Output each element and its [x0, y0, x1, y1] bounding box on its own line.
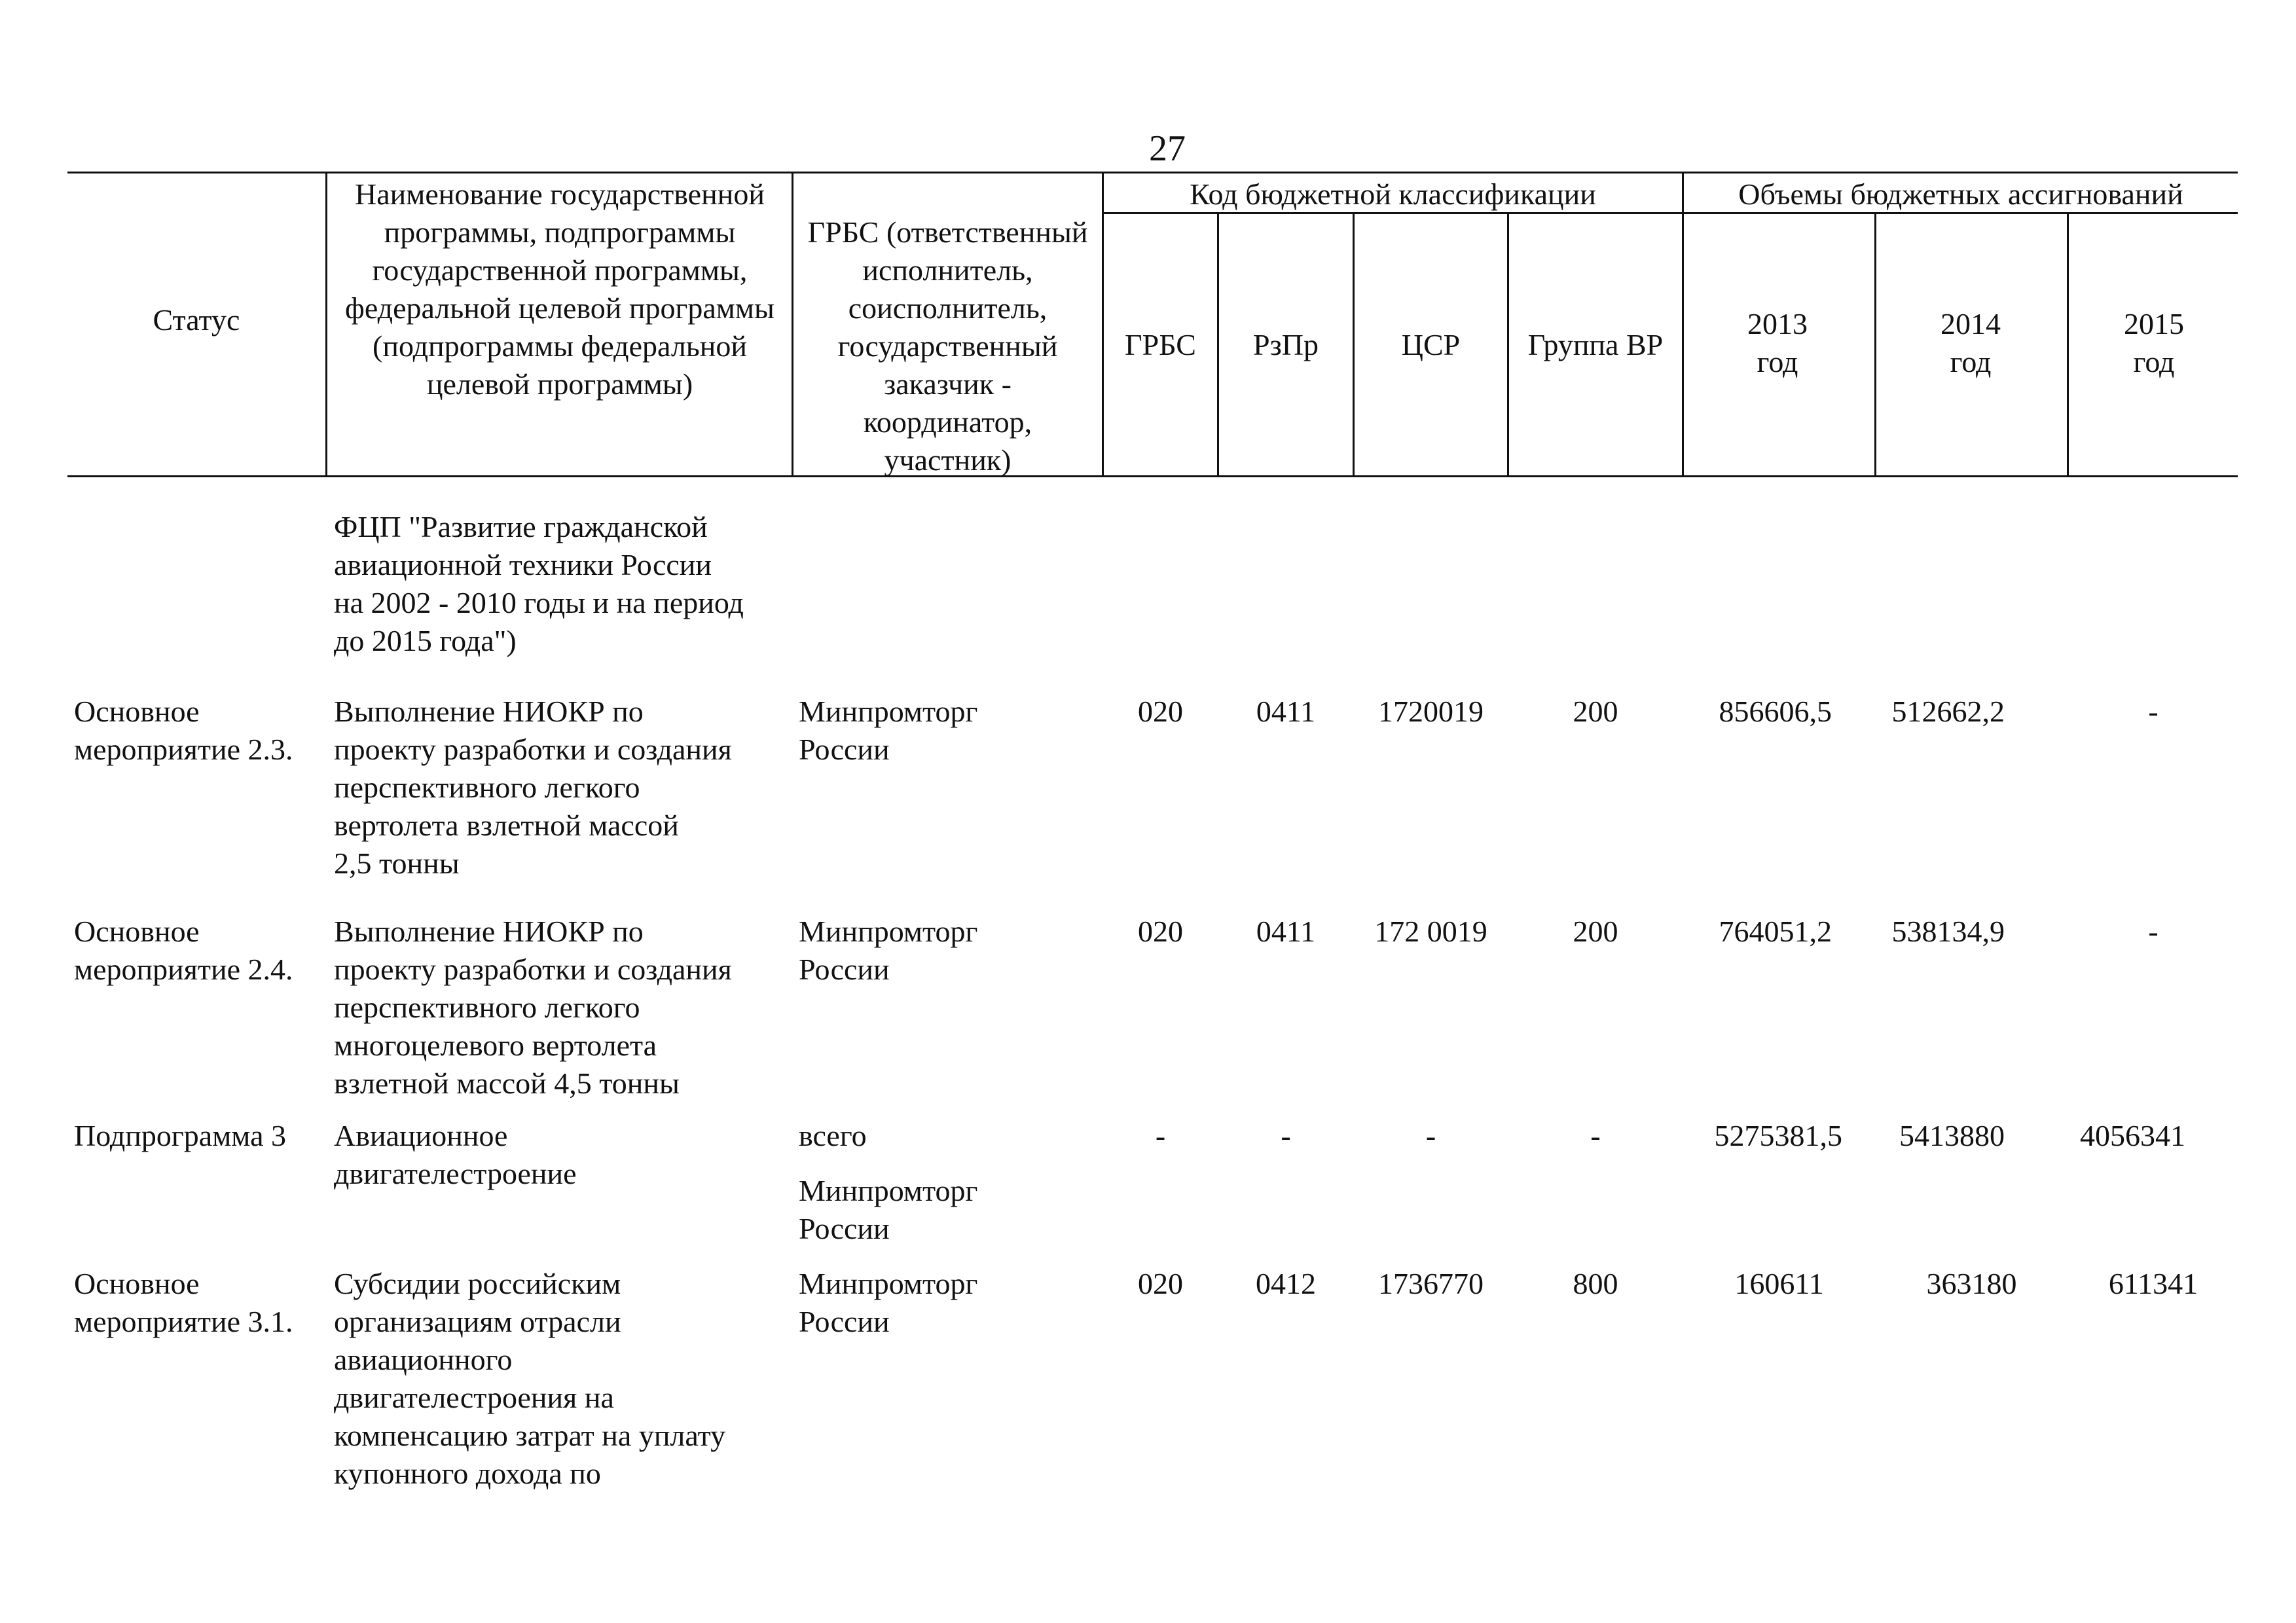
cell-csr: 172 0019 [1374, 915, 1487, 948]
header-col-2014: 2014 год [1941, 307, 2001, 378]
header-name: Наименование государственной программы, подпрограммы государственной программы, федеральной целевой программы (подпрограммы федеральной целевой программы) [345, 177, 774, 401]
header-budget-code: Код бюджетной классификации [1190, 177, 1596, 211]
cell-2013: 5275381,5 [1714, 1119, 1842, 1152]
row-status: Основное мероприятие 2.3. [74, 695, 293, 766]
cell-2014: 538134,9 [1891, 915, 2005, 948]
header-status: Статус [153, 303, 240, 337]
row-name: Субсидии российским организациям отрасли авиационного двигателестроения на компенсацию затрат на уплату купонного дохода по [334, 1267, 726, 1490]
col-divider [325, 172, 327, 477]
cell-grbs: 020 [1138, 1267, 1183, 1300]
header-col-2015: 2015 год [2124, 307, 2184, 378]
cell-rzpr: - [1281, 1119, 1291, 1152]
cell-vr: - [1590, 1119, 1601, 1152]
row-executor: Минпромторг России [799, 1174, 978, 1245]
cell-2014: 512662,2 [1891, 695, 2005, 728]
header-top-rule [67, 172, 2238, 173]
cell-2015: - [2148, 915, 2159, 948]
cell-grbs: - [1155, 1119, 1166, 1152]
col-divider [1874, 212, 1876, 477]
cell-2015: 611341 [2108, 1267, 2198, 1300]
cell-csr: 1736770 [1378, 1267, 1484, 1300]
cell-rzpr: 0411 [1256, 915, 1316, 948]
cell-rzpr: 0411 [1256, 695, 1316, 728]
cell-2013: 160611 [1734, 1267, 1824, 1300]
row-status: Подпрограмма 3 [74, 1119, 287, 1152]
cell-csr: - [1425, 1119, 1436, 1152]
row-name: ФЦП "Развитие гражданской авиационной техники России на 2002 - 2010 годы и на период до 2015 года") [334, 510, 744, 657]
cell-2014: 5413880 [1899, 1119, 2005, 1152]
row-executor: Минпромторг России [799, 915, 978, 986]
row-executor-total: всего [799, 1119, 867, 1152]
row-executor: Минпромторг России [799, 695, 978, 766]
col-divider [2067, 212, 2069, 477]
cell-2014: 363180 [1926, 1267, 2017, 1300]
cell-2015: 4056341 [2080, 1119, 2185, 1152]
cell-csr: 1720019 [1378, 695, 1484, 728]
header-col-vr: Группа ВР [1527, 328, 1664, 361]
col-divider [1102, 172, 1104, 477]
cell-vr: 200 [1573, 915, 1618, 948]
row-status: Основное мероприятие 3.1. [74, 1267, 293, 1338]
row-name: Выполнение НИОКР по проекту разработки и создания перспективного легкого многоцелевого вертолета взлетной массой 4,5 тонны [334, 915, 732, 1100]
header-bottom-rule [67, 475, 2238, 477]
header-col-grbs: ГРБС [1125, 328, 1196, 361]
col-divider [1682, 172, 1684, 477]
cell-vr: 200 [1573, 695, 1618, 728]
header-budget-volume: Объемы бюджетных ассигнований [1738, 177, 2183, 211]
col-divider [792, 172, 793, 477]
row-executor: Минпромторг России [799, 1267, 978, 1338]
cell-2015: - [2148, 695, 2159, 728]
cell-2013: 764051,2 [1719, 915, 1832, 948]
header-col-rzpr: РзПр [1253, 328, 1319, 361]
header-col-2013: 2013 год [1747, 307, 1808, 378]
header-grbs-full: ГРБС (ответственный исполнитель, соисполнитель, государственный заказчик - координатор, участник) [807, 215, 1088, 477]
cell-2013: 856606,5 [1719, 695, 1832, 728]
cell-grbs: 020 [1138, 915, 1183, 948]
row-name: Авиационное двигателестроение [334, 1119, 577, 1190]
cell-vr: 800 [1573, 1267, 1618, 1300]
row-status: Основное мероприятие 2.4. [74, 915, 293, 986]
cell-grbs: 020 [1138, 695, 1183, 728]
cell-rzpr: 0412 [1256, 1267, 1316, 1300]
row-name: Выполнение НИОКР по проекту разработки и создания перспективного легкого вертолета взлетной массой 2,5 тонны [334, 695, 732, 880]
header-col-csr: ЦСР [1401, 328, 1461, 361]
